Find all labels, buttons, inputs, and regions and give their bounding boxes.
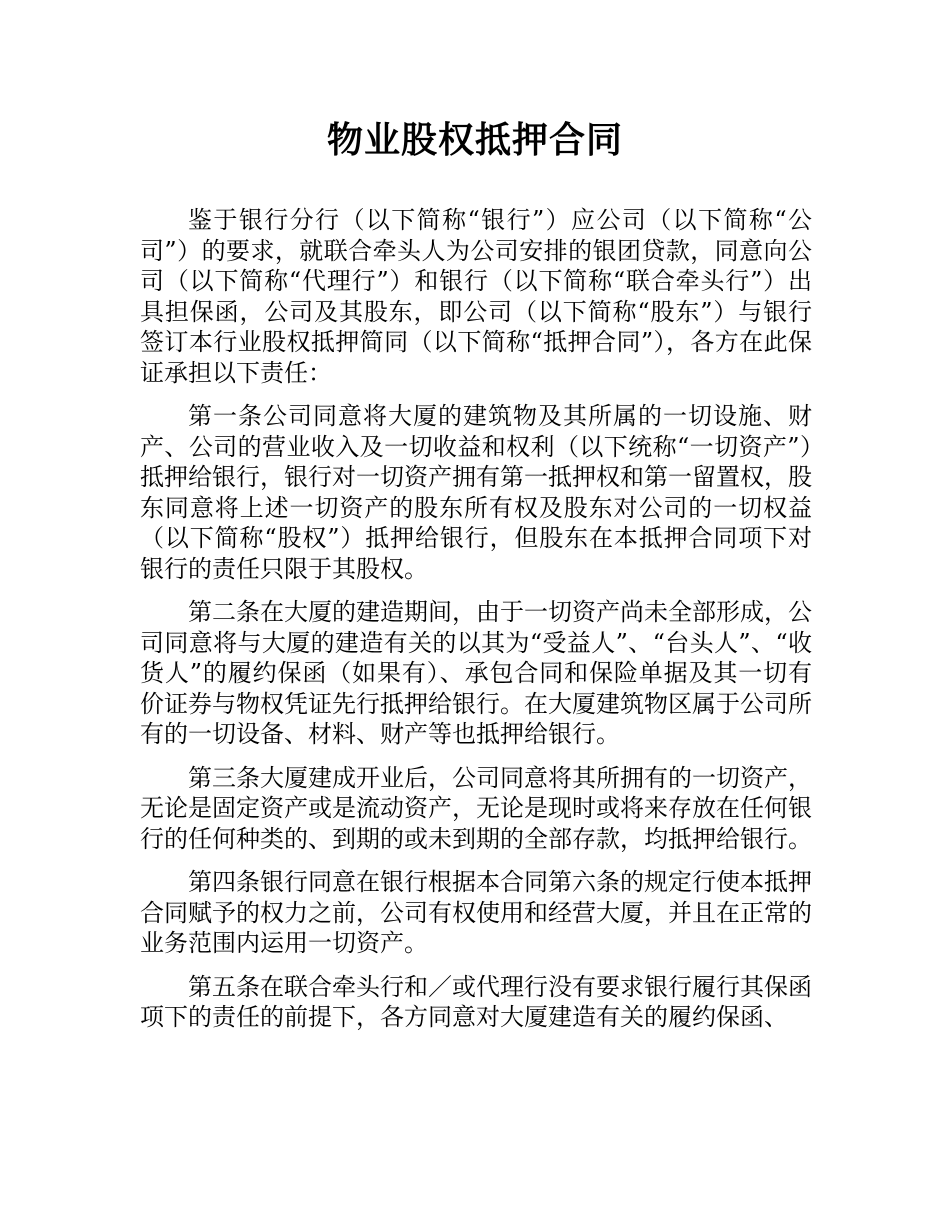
preamble-paragraph: 鉴于银行分行（以下简称“银行”）应公司（以下简称“公司”）的要求，就联合牵头人为公司安排的银团贷款，同意向公司（以下简称“代理行”）和银行（以下简称“联合牵头行”）出具担保函，公司及其股东，即公司（以下简称“股东”）与银行签订本行业股权抵押简同（以下简称“抵押合同”），各方在此保证承担以下责任： [140, 206, 812, 387]
article-5-paragraph: 第五条在联合牵头行和／或代理行没有要求银行履行其保函项下的责任的前提下，各方同意对大厦建造有关的履约保函、 [140, 972, 812, 1031]
article-2-paragraph: 第二条在大厦的建造期间，由于一切资产尚未全部形成，公司同意将与大厦的建造有关的以其为“受益人”、“台头人”、“收货人”的履约保函（如果有）、承包合同和保险单据及其一切有价证券与物权凭证先行抵押给银行。在大厦建筑物区属于公司所有的一切设备、材料、财产等也抵押给银行。 [140, 598, 812, 748]
document-body [140, 205, 812, 1046]
article-1-paragraph: 第一条公司同意将大厦的建筑物及其所属的一切设施、财产、公司的营业收入及一切收益和权利（以下统称“一切资产”）抵押给银行，银行对一切资产拥有第一抵押权和第一留置权，股东同意将上述一切资产的股东所有权及股东对公司的一切权益（以下简称“股权”）抵押给银行，但股东在本抵押合同项下对银行的责任只限于其股权。 [140, 402, 812, 583]
document-title: 物业股权抵押合同 [326, 120, 623, 161]
article-4-paragraph: 第四条银行同意在银行根据本合同第六条的规定行使本抵押合同赋予的权力之前，公司有权使用和经营大厦，并且在正常的业务范围内运用一切资产。 [140, 868, 812, 957]
article-3-paragraph: 第三条大厦建成开业后，公司同意将其所拥有的一切资产，无论是固定资产或是流动资产，无论是现时或将来存放在任何银行的任何种类的、到期的或未到期的全部存款，均抵押给银行。 [140, 763, 812, 853]
